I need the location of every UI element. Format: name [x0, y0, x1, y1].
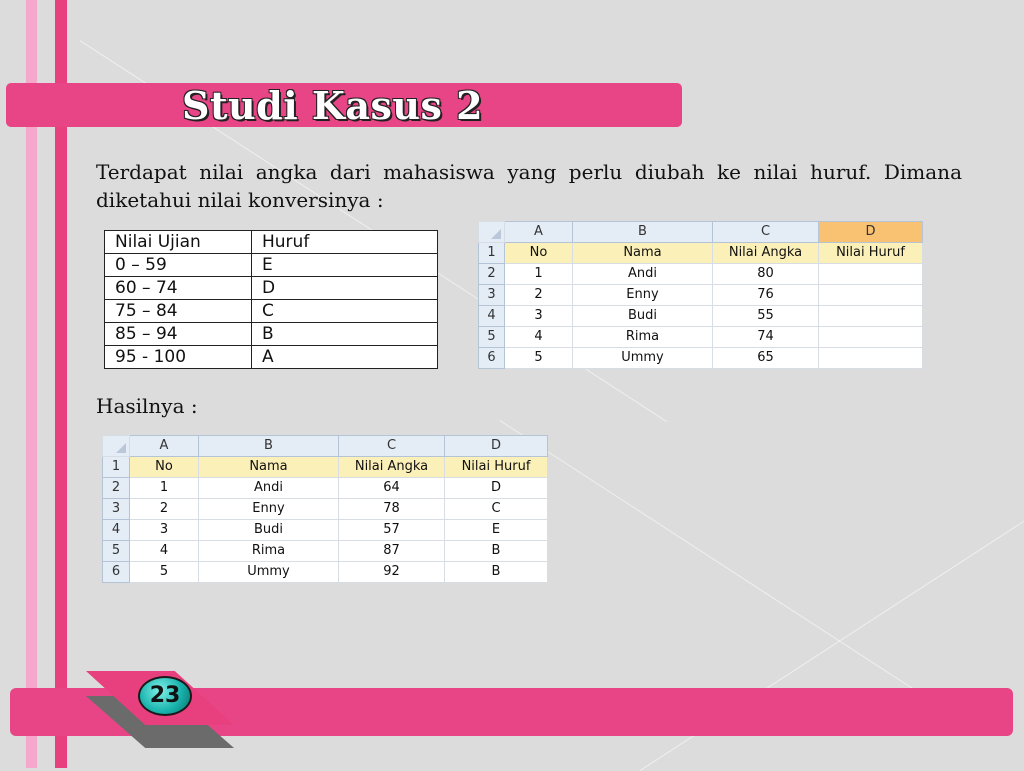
cell[interactable]: 1	[505, 264, 573, 285]
table-row	[479, 243, 923, 264]
cell[interactable]: E	[445, 520, 548, 541]
cell[interactable]	[819, 264, 923, 285]
cell[interactable]	[819, 306, 923, 327]
table-row	[479, 285, 923, 306]
cell[interactable]: 5	[505, 348, 573, 369]
cell[interactable]: 87	[339, 541, 445, 562]
column-letter-row	[103, 436, 548, 457]
cell[interactable]: 92	[339, 562, 445, 583]
conversion-range-cell: 85 – 94	[105, 323, 252, 346]
input-spreadsheet	[478, 221, 923, 369]
header-cell[interactable]: Nama	[199, 457, 339, 478]
row-header[interactable]: 4	[479, 306, 505, 327]
row-header[interactable]: 1	[479, 243, 505, 264]
column-header[interactable]: B	[199, 436, 339, 457]
cell[interactable]: Enny	[573, 285, 713, 306]
cell[interactable]: 76	[713, 285, 819, 306]
table-row	[103, 562, 548, 583]
cell[interactable]: C	[445, 499, 548, 520]
column-header[interactable]: A	[505, 222, 573, 243]
cell[interactable]: 5	[130, 562, 199, 583]
row-header[interactable]: 2	[479, 264, 505, 285]
cell[interactable]: B	[445, 562, 548, 583]
header-cell[interactable]: Nilai Huruf	[819, 243, 923, 264]
table-row	[479, 327, 923, 348]
cell[interactable]: Budi	[573, 306, 713, 327]
cell[interactable]: Andi	[199, 478, 339, 499]
table-row	[103, 520, 548, 541]
row-header[interactable]: 4	[103, 520, 130, 541]
conversion-range-cell: 75 – 84	[105, 300, 252, 323]
cell[interactable]: 3	[130, 520, 199, 541]
background-line	[499, 420, 969, 726]
header-cell[interactable]: Nilai Huruf	[445, 457, 548, 478]
conversion-row	[105, 277, 438, 300]
conversion-row	[105, 323, 438, 346]
header-cell[interactable]: Nilai Angka	[713, 243, 819, 264]
cell[interactable]: 4	[505, 327, 573, 348]
result-spreadsheet	[102, 435, 548, 583]
select-all-corner[interactable]	[479, 222, 505, 243]
row-header[interactable]: 5	[479, 327, 505, 348]
cell[interactable]: 1	[130, 478, 199, 499]
cell[interactable]: 2	[130, 499, 199, 520]
conversion-grade-cell: E	[252, 254, 438, 277]
conversion-grade-cell: D	[252, 277, 438, 300]
column-header[interactable]: C	[713, 222, 819, 243]
table-row	[479, 348, 923, 369]
conversion-range-cell: 60 – 74	[105, 277, 252, 300]
table-row	[103, 457, 548, 478]
cell[interactable]: D	[445, 478, 548, 499]
table-row	[479, 306, 923, 327]
cell[interactable]: Ummy	[573, 348, 713, 369]
intro-paragraph: Terdapat nilai angka dari mahasiswa yang perlu diubah ke nilai huruf. Dimana diketahui nilai konversinya :	[96, 160, 962, 212]
table-row	[479, 264, 923, 285]
conversion-row	[105, 346, 438, 369]
row-header[interactable]: 6	[479, 348, 505, 369]
select-all-corner[interactable]	[103, 436, 130, 457]
result-label: Hasilnya :	[96, 394, 198, 418]
header-cell[interactable]: No	[130, 457, 199, 478]
column-header-selected[interactable]: D	[819, 222, 923, 243]
row-header[interactable]: 5	[103, 541, 130, 562]
page-number-badge: 23	[138, 676, 192, 716]
table-row	[103, 541, 548, 562]
row-header[interactable]: 3	[103, 499, 130, 520]
conversion-row	[105, 300, 438, 323]
cell[interactable]: Budi	[199, 520, 339, 541]
cell[interactable]: Rima	[199, 541, 339, 562]
header-cell[interactable]: Nama	[573, 243, 713, 264]
conversion-row	[105, 254, 438, 277]
cell[interactable]	[819, 348, 923, 369]
conversion-table	[104, 230, 438, 369]
cell[interactable]: 57	[339, 520, 445, 541]
cell[interactable]: Ummy	[199, 562, 339, 583]
cell[interactable]: 3	[505, 306, 573, 327]
cell[interactable]: 65	[713, 348, 819, 369]
cell[interactable]: 4	[130, 541, 199, 562]
cell[interactable]: 78	[339, 499, 445, 520]
row-header[interactable]: 2	[103, 478, 130, 499]
conversion-header-cell: Nilai Ujian	[105, 231, 252, 254]
table-row	[103, 499, 548, 520]
column-header[interactable]: D	[445, 436, 548, 457]
cell[interactable]: 80	[713, 264, 819, 285]
header-cell[interactable]: No	[505, 243, 573, 264]
column-header[interactable]: C	[339, 436, 445, 457]
row-header[interactable]: 6	[103, 562, 130, 583]
header-cell[interactable]: Nilai Angka	[339, 457, 445, 478]
cell[interactable]: B	[445, 541, 548, 562]
conversion-grade-cell: B	[252, 323, 438, 346]
conversion-header-row	[105, 231, 438, 254]
slide-title: Studi Kasus 2	[182, 83, 484, 128]
column-header[interactable]: A	[130, 436, 199, 457]
cell[interactable]: Andi	[573, 264, 713, 285]
cell[interactable]	[819, 327, 923, 348]
column-header[interactable]: B	[573, 222, 713, 243]
cell[interactable]	[819, 285, 923, 306]
cell[interactable]: Enny	[199, 499, 339, 520]
column-letter-row	[479, 222, 923, 243]
cell[interactable]: 64	[339, 478, 445, 499]
conversion-range-cell: 95 - 100	[105, 346, 252, 369]
conversion-grade-cell: C	[252, 300, 438, 323]
cell[interactable]: Rima	[573, 327, 713, 348]
cell[interactable]: 74	[713, 327, 819, 348]
conversion-header-cell: Huruf	[252, 231, 438, 254]
cell[interactable]: 55	[713, 306, 819, 327]
table-row	[103, 478, 548, 499]
conversion-grade-cell: A	[252, 346, 438, 369]
row-header[interactable]: 3	[479, 285, 505, 306]
row-header[interactable]: 1	[103, 457, 130, 478]
cell[interactable]: 2	[505, 285, 573, 306]
conversion-range-cell: 0 – 59	[105, 254, 252, 277]
